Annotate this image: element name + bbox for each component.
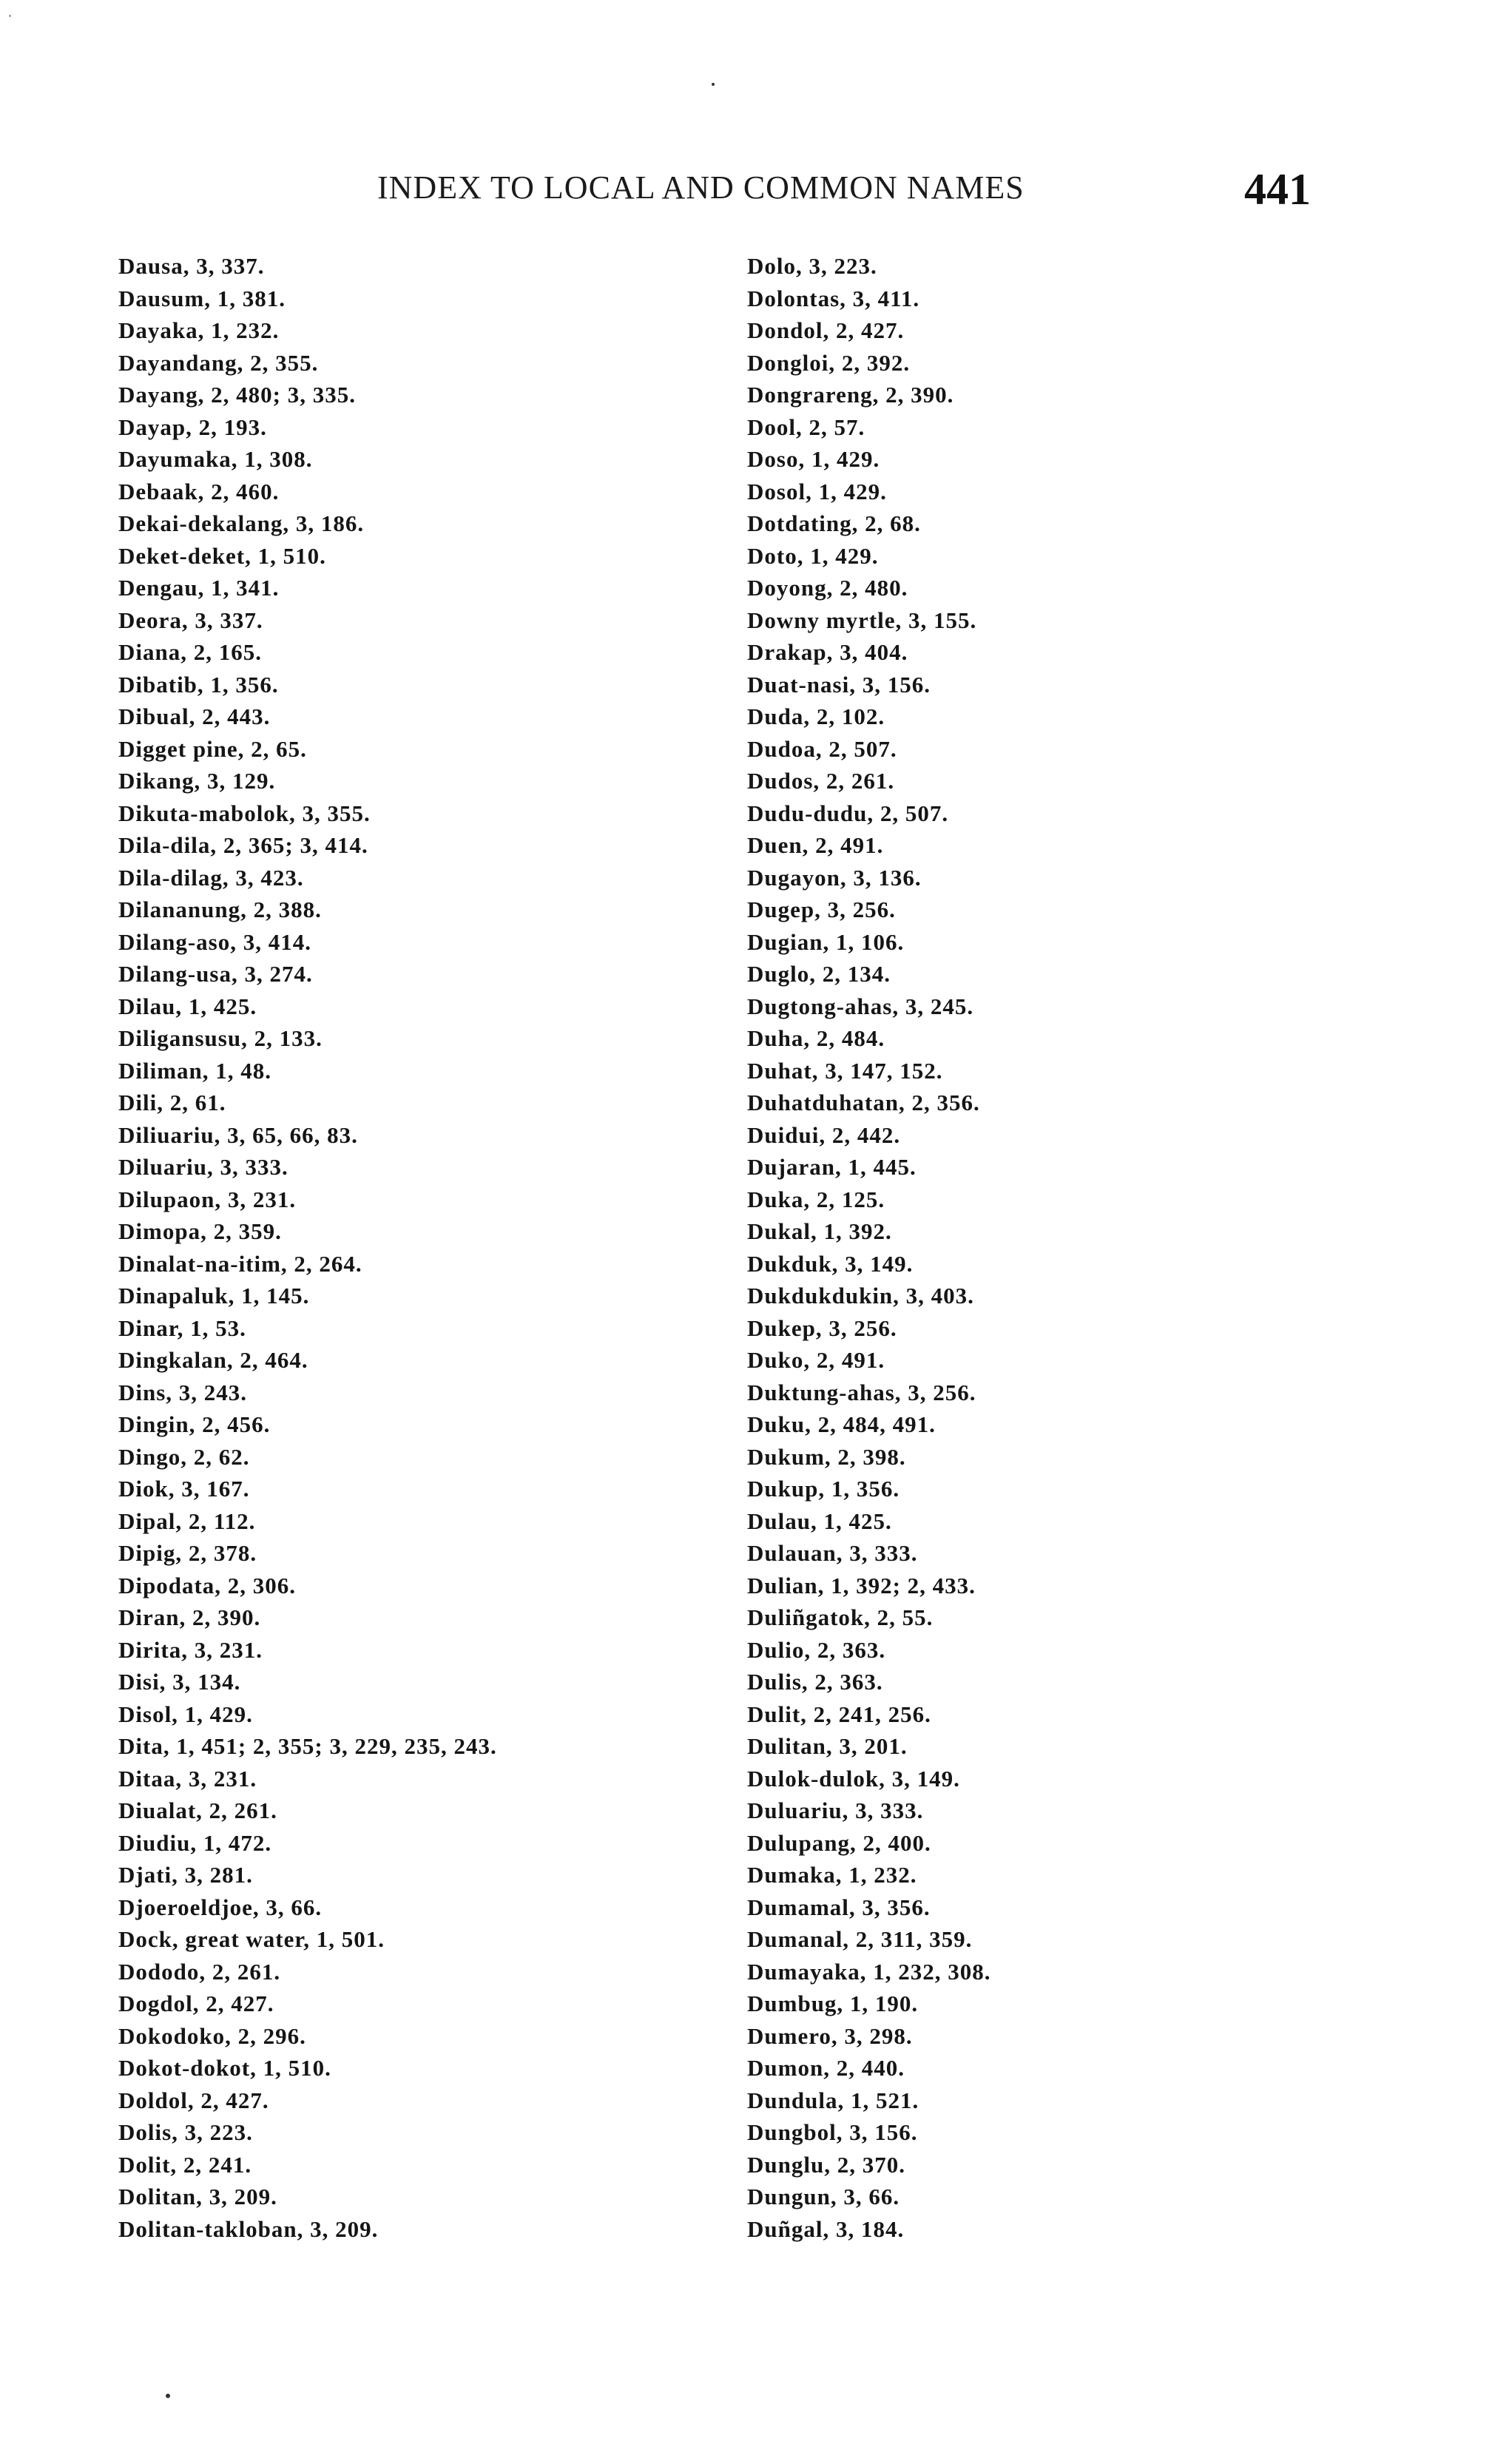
index-entry: Duñgal, 3, 184. — [747, 2215, 905, 2242]
index-entry: Dausa, 3, 337. — [118, 253, 265, 279]
index-entry: Diok, 3, 167. — [118, 1476, 250, 1502]
index-entry: Dolis, 3, 223. — [118, 2119, 253, 2145]
index-entry: Diana, 2, 165. — [118, 639, 262, 665]
index-entry: Dolitan-takloban, 3, 209. — [118, 2215, 379, 2242]
index-entry: Diluariu, 3, 333. — [118, 1154, 288, 1180]
index-entry: Duen, 2, 491. — [747, 832, 884, 858]
index-entry: Dili, 2, 61. — [118, 1090, 226, 1115]
index-entry: Dungbol, 3, 156. — [747, 2119, 918, 2145]
index-entry: Dukduk, 3, 149. — [747, 1250, 914, 1277]
index-entry: Dingin, 2, 456. — [118, 1411, 271, 1437]
index-entry: Duko, 2, 491. — [747, 1347, 885, 1373]
index-entry: Disi, 3, 134. — [118, 1669, 241, 1695]
index-entry: Dilau, 1, 425. — [118, 993, 257, 1019]
index-entry: Dipodata, 2, 306. — [118, 1572, 297, 1598]
index-entry: Deket-deket, 1, 510. — [118, 542, 326, 569]
index-entry: Dumanal, 2, 311, 359. — [747, 1926, 973, 1952]
index-entry: Dulauan, 3, 333. — [747, 1540, 918, 1566]
index-entry: Dool, 2, 57. — [747, 413, 865, 440]
scan-speck — [166, 2394, 170, 2398]
index-entry: Dinalat-na-itim, 2, 264. — [118, 1250, 362, 1277]
index-entry: Duha, 2, 484. — [747, 1025, 885, 1051]
index-entry: Diliman, 1, 48. — [118, 1057, 272, 1084]
index-entry: Duglo, 2, 134. — [747, 961, 891, 987]
index-entry: Dumaka, 1, 232. — [747, 1862, 917, 1888]
index-entry: Duda, 2, 102. — [747, 703, 885, 729]
index-entry: Dolit, 2, 241. — [118, 2151, 252, 2178]
index-entry: Dulio, 2, 363. — [747, 1636, 886, 1663]
page-number: 441 — [1244, 165, 1311, 214]
index-entry: Dayumaka, 1, 308. — [118, 446, 313, 472]
index-entry: Dinar, 1, 53. — [118, 1314, 246, 1341]
index-entry: Digget pine, 2, 65. — [118, 735, 307, 762]
index-entry: Dingkalan, 2, 464. — [118, 1347, 308, 1373]
index-entry: Dayap, 2, 193. — [118, 413, 267, 440]
index-entry: Dila-dilag, 3, 423. — [118, 864, 304, 891]
index-entry: Doyong, 2, 480. — [747, 575, 908, 601]
index-entry: Dugep, 3, 256. — [747, 897, 896, 922]
running-header-title: INDEX TO LOCAL AND COMMON NAMES — [377, 169, 1025, 206]
index-entry: Dayaka, 1, 232. — [118, 317, 280, 343]
index-entry: Dumero, 3, 298. — [747, 2022, 913, 2049]
index-entry: Duidui, 2, 442. — [747, 1121, 901, 1148]
index-entry: Ditaa, 3, 231. — [118, 1765, 257, 1792]
index-entry: Dengau, 1, 341. — [118, 575, 280, 601]
index-entry: Dongloi, 2, 392. — [747, 349, 911, 376]
index-entry: Dilananung, 2, 388. — [118, 897, 322, 922]
index-entry: Dilang-aso, 3, 414. — [118, 928, 311, 955]
index-entry: Dibatib, 1, 356. — [118, 671, 279, 698]
index-entry: Dukdukdukin, 3, 403. — [747, 1283, 974, 1309]
index-entry: Dulit, 2, 241, 256. — [747, 1701, 931, 1727]
index-entry: Dondol, 2, 427. — [747, 317, 905, 343]
index-entry: Dundula, 1, 521. — [747, 2087, 919, 2113]
index-entry: Duktung-ahas, 3, 256. — [747, 1379, 976, 1405]
index-entry: Dumamal, 3, 356. — [747, 1894, 931, 1920]
index-entry: Duliñgatok, 2, 55. — [747, 1604, 934, 1630]
index-entry: Duhatduhatan, 2, 356. — [747, 1090, 980, 1115]
index-entry: Dulok-dulok, 3, 149. — [747, 1765, 960, 1792]
index-entry: Dayandang, 2, 355. — [118, 349, 319, 376]
index-entry: Dukep, 3, 256. — [747, 1314, 897, 1341]
index-entry: Dumayaka, 1, 232, 308. — [747, 1958, 991, 1985]
index-entry: Diudiu, 1, 472. — [118, 1829, 272, 1856]
index-entry: Dugayon, 3, 136. — [747, 864, 922, 891]
index-entry: Dukal, 1, 392. — [747, 1218, 892, 1244]
index-entry: Dukup, 1, 356. — [747, 1476, 900, 1502]
index-entry: Drakap, 3, 404. — [747, 639, 908, 665]
index-entry: Dayang, 2, 480; 3, 335. — [118, 382, 356, 408]
index-entry: Diran, 2, 390. — [118, 1604, 261, 1630]
index-entry: Deora, 3, 337. — [118, 607, 263, 633]
index-entry: Duluariu, 3, 333. — [747, 1797, 924, 1823]
index-entry: Dudu-dudu, 2, 507. — [747, 800, 949, 826]
index-column-right — [747, 250, 1413, 2245]
index-entry: Dolontas, 3, 411. — [747, 285, 920, 311]
index-entry: Dolo, 3, 223. — [747, 253, 877, 279]
index-entry: Dinapaluk, 1, 145. — [118, 1283, 310, 1309]
index-entry: Dokot-dokot, 1, 510. — [118, 2055, 331, 2081]
index-entry: Dilang-usa, 3, 274. — [118, 961, 313, 987]
index-entry: Dausum, 1, 381. — [118, 285, 286, 311]
index-entry: Diliuariu, 3, 65, 66, 83. — [118, 1121, 358, 1148]
index-entry: Duat-nasi, 3, 156. — [747, 671, 931, 698]
index-entry: Dipal, 2, 112. — [118, 1508, 256, 1534]
index-entry: Djati, 3, 281. — [118, 1862, 253, 1888]
index-entry: Dumbug, 1, 190. — [747, 1991, 919, 2016]
index-entry: Duku, 2, 484, 491. — [747, 1411, 936, 1437]
index-entry: Doto, 1, 429. — [747, 542, 879, 569]
index-entry: Dikang, 3, 129. — [118, 768, 276, 794]
index-entry: Dokodoko, 2, 296. — [118, 2022, 306, 2049]
scan-speck — [9, 15, 11, 17]
index-entry: Dujaran, 1, 445. — [747, 1154, 917, 1180]
index-entry: Dilupaon, 3, 231. — [118, 1186, 297, 1212]
index-entry: Dulitan, 3, 201. — [747, 1733, 908, 1759]
index-entry: Downy myrtle, 3, 155. — [747, 607, 977, 633]
index-entry: Djoeroeldjoe, 3, 66. — [118, 1894, 323, 1920]
index-column-left — [118, 250, 740, 2245]
index-entry: Doso, 1, 429. — [747, 446, 880, 472]
index-entry: Dudoa, 2, 507. — [747, 735, 897, 762]
index-entry: Diualat, 2, 261. — [118, 1797, 277, 1823]
index-entry: Doldol, 2, 427. — [118, 2087, 269, 2113]
index-entry: Duka, 2, 125. — [747, 1186, 885, 1212]
index-entry: Dibual, 2, 443. — [118, 703, 271, 729]
index-entry: Dulupang, 2, 400. — [747, 1829, 931, 1856]
index-entry: Dotdating, 2, 68. — [747, 510, 921, 536]
index-entry: Dikuta-mabolok, 3, 355. — [118, 800, 371, 826]
index-entry: Dipig, 2, 378. — [118, 1540, 257, 1566]
index-entry: Dododo, 2, 261. — [118, 1958, 281, 1985]
index-entry: Dins, 3, 243. — [118, 1379, 248, 1405]
index-entry: Duhat, 3, 147, 152. — [747, 1057, 943, 1084]
index-entry: Dekai-dekalang, 3, 186. — [118, 510, 365, 536]
index-entry: Dimopa, 2, 359. — [118, 1218, 282, 1244]
scan-speck — [712, 83, 715, 86]
index-entry: Dirita, 3, 231. — [118, 1636, 263, 1663]
index-entry: Dock, great water, 1, 501. — [118, 1926, 385, 1952]
index-entry: Dugian, 1, 106. — [747, 928, 905, 955]
index-entry: Dila-dila, 2, 365; 3, 414. — [118, 832, 368, 858]
index-entry: Dulian, 1, 392; 2, 433. — [747, 1572, 976, 1598]
index-entry: Dingo, 2, 62. — [118, 1443, 250, 1470]
index-entry: Dolitan, 3, 209. — [118, 2184, 277, 2209]
index-entry: Diligansusu, 2, 133. — [118, 1025, 323, 1051]
index-entry: Dungun, 3, 66. — [747, 2184, 900, 2209]
index-entry: Dudos, 2, 261. — [747, 768, 895, 794]
index-entry: Dita, 1, 451; 2, 355; 3, 229, 235, 243. — [118, 1733, 497, 1759]
index-entry: Dugtong-ahas, 3, 245. — [747, 993, 974, 1019]
index-entry: Dunglu, 2, 370. — [747, 2151, 905, 2178]
index-entry: Dogdol, 2, 427. — [118, 1991, 274, 2016]
index-entry: Dongrareng, 2, 390. — [747, 382, 954, 408]
index-entry: Dulis, 2, 363. — [747, 1669, 883, 1695]
index-entry: Dukum, 2, 398. — [747, 1443, 906, 1470]
index-entry: Dumon, 2, 440. — [747, 2055, 905, 2081]
index-entry: Dulau, 1, 425. — [747, 1508, 892, 1534]
index-entry: Disol, 1, 429. — [118, 1701, 253, 1727]
index-entry: Debaak, 2, 460. — [118, 478, 280, 504]
index-entry: Dosol, 1, 429. — [747, 478, 887, 504]
